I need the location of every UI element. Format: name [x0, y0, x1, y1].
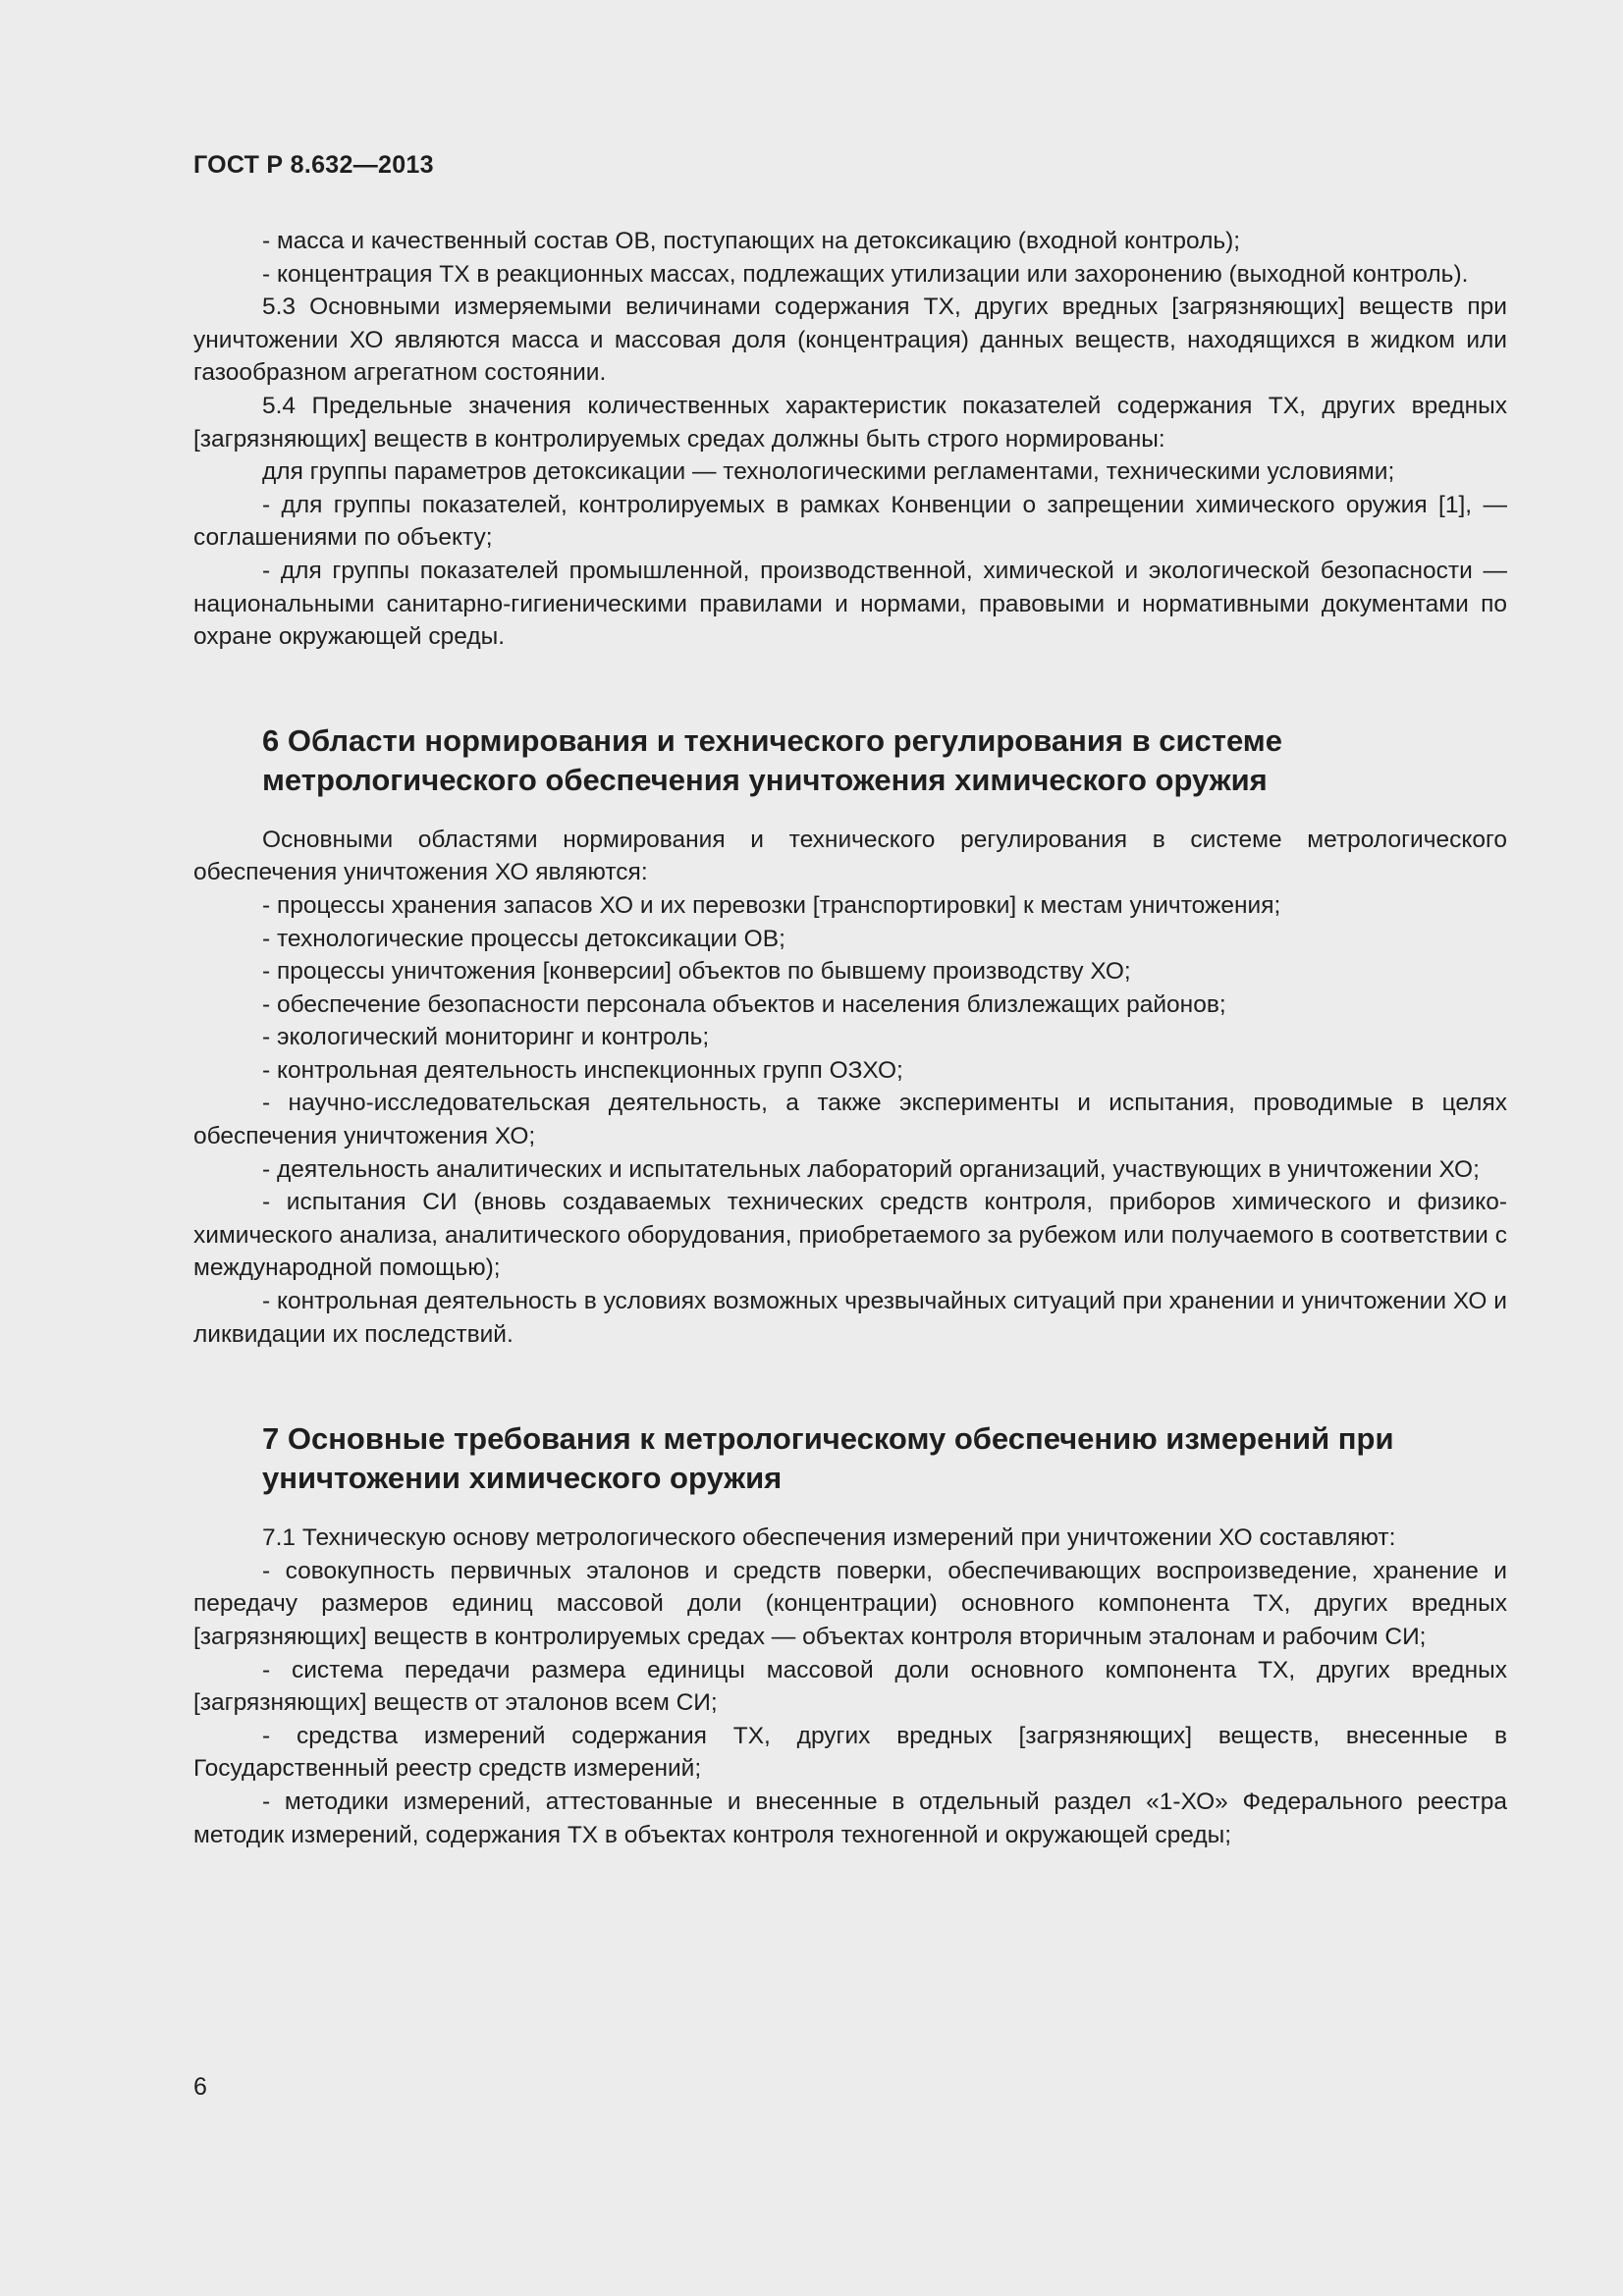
list-item: - контрольная деятельность инспекционных групп ОЗХО; [262, 1056, 903, 1084]
list-item: - методики измерений, аттестованные и внесенные в отдельный раздел «1-ХО» Федерального реестра методик измерений, содержания ТХ в объектах контроля техногенной и окружающей среды; [193, 1788, 1507, 1848]
list-item: - обеспечение безопасности персонала объектов и населения близлежащих районов; [262, 990, 1226, 1018]
list-item: - концентрация ТХ в реакционных массах, подлежащих утилизации или захоронению (выходной контроль). [262, 260, 1469, 288]
list-item: - система передачи размера единицы массовой доли основного компонента ТХ, других вредных [загрязняющих] веществ от эталонов всем СИ; [193, 1656, 1507, 1717]
list-item: - деятельность аналитических и испытательных лабораторий организаций, участвующих в уничтожении ХО; [262, 1155, 1480, 1183]
list-item: для группы параметров детоксикации — технологическими регламентами, техническими условиями; [262, 458, 1395, 486]
list-item: - контрольная деятельность в условиях возможных чрезвычайных ситуаций при хранении и уничтожении ХО и ликвидации их последствий. [193, 1288, 1507, 1348]
list-item: - экологический мониторинг и контроль; [262, 1024, 710, 1051]
section-6-heading: 6 Области нормирования и технического регулирования в системе метрологического обеспечения уничтожения химического оружия [262, 722, 1282, 797]
list-item: - испытания СИ (вновь создаваемых технических средств контроля, приборов химического и физико-химического анализа, аналитического оборудования, приобретаемого за рубежом или получаемого в соответствии с международной помощью); [193, 1189, 1507, 1282]
list-item: - процессы уничтожения [конверсии] объектов по бывшему производству ХО; [262, 958, 1131, 986]
paragraph-5-3: 5.3 Основными измеряемыми величинами содержания ТХ, других вредных [загрязняющих] веществ при уничтожении ХО являются масса и массовая доля (концентрация) данных веществ, находящихся в жидком или газообразном агрегатном состоянии. [193, 294, 1507, 387]
document-header: ГОСТ Р 8.632—2013 [193, 151, 434, 179]
list-item: - совокупность первичных эталонов и средств поверки, обеспечивающих воспроизведение, хранение и передачу размеров единиц массовой доли (концентрации) основного компонента ТХ, других вредных [загрязняющих] веществ в контролируемых средах — объектах контроля вторичным эталонам и рабочим СИ; [193, 1557, 1507, 1650]
list-item: - масса и качественный состав ОВ, поступающих на детоксикацию (входной контроль); [262, 228, 1241, 254]
page-number: 6 [193, 2073, 207, 2101]
section-6-intro: Основными областями нормирования и технического регулирования в системе метрологического обеспечения уничтожения ХО являются: [193, 826, 1507, 886]
list-item: - технологические процессы детоксикации ОВ; [262, 925, 785, 952]
list-item: - процессы хранения запасов ХО и их перевозки [транспортировки] к местам уничтожения; [262, 891, 1281, 919]
section-7-heading: 7 Основные требования к метрологическому обеспечению измерений при уничтожении химического оружия [262, 1421, 1394, 1496]
list-item: - научно-исследовательская деятельность, а также эксперименты и испытания, проводимые в целях обеспечения уничтожения ХО; [193, 1090, 1507, 1150]
list-item: - для группы показателей промышленной, производственной, химической и экологической безопасности — национальными санитарно-гигиеническими правилами и нормами, правовыми и нормативными документами по охране окружающей среды. [193, 557, 1507, 651]
list-item: - средства измерений содержания ТХ, других вредных [загрязняющих] веществ, внесенные в Государственный реестр средств измерений; [193, 1722, 1507, 1783]
paragraph-5-4: 5.4 Предельные значения количественных характеристик показателей содержания ТХ, других вредных [загрязняющих] веществ в контролируемых средах должны быть строго нормированы: [193, 392, 1507, 453]
document-body [193, 225, 1507, 1851]
list-item: - для группы показателей, контролируемых в рамках Конвенции о запрещении химического оружия [1], — соглашениями по объекту; [193, 491, 1507, 552]
paragraph-7-1: 7.1 Техническую основу метрологического обеспечения измерений при уничтожении ХО составляют: [262, 1524, 1396, 1552]
